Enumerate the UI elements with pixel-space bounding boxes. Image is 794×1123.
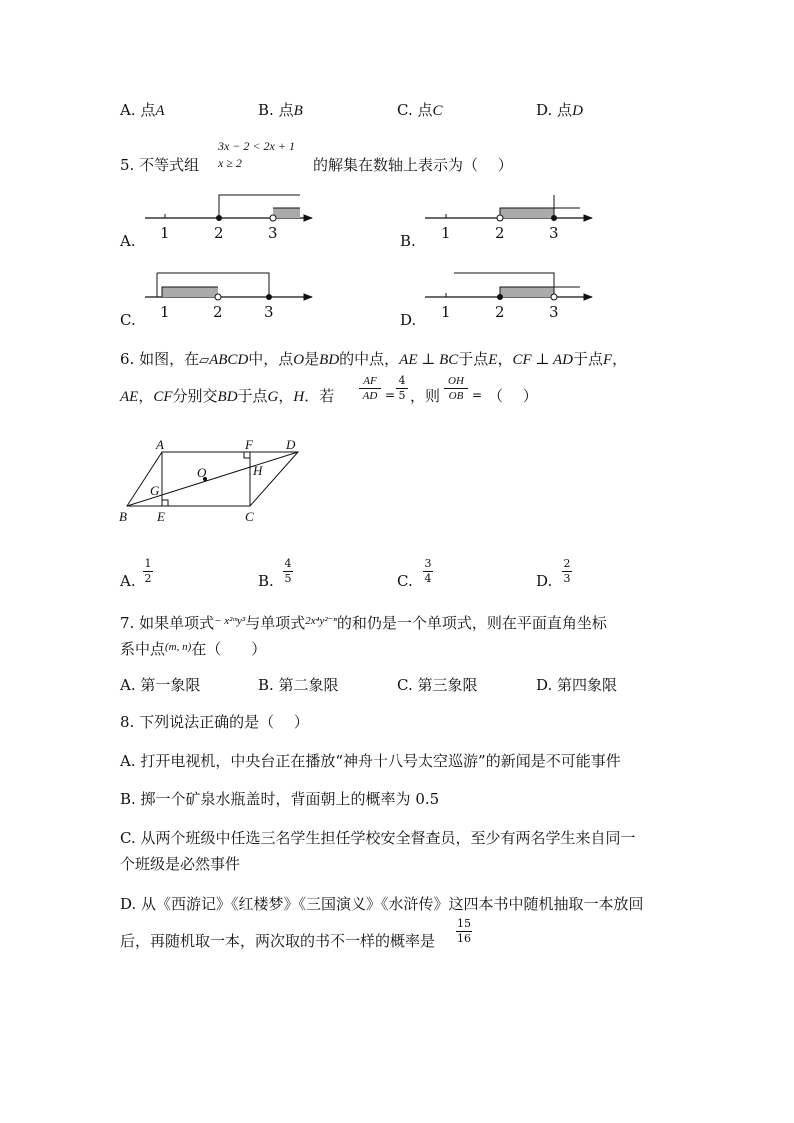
q4-option-a: A. 点A bbox=[120, 101, 165, 119]
q8-option-d-fraction: 15 16 bbox=[457, 917, 471, 945]
fig-label-e: E bbox=[157, 509, 165, 524]
q8-option-d-line-1: D. 从《西游记》《红楼梦》《三国演义》《水浒传》这四本书中随机抽取一本放回 bbox=[120, 895, 644, 913]
q5-system-line-2: x ≥ 2 bbox=[218, 156, 242, 170]
q6-option-c-letter: C. bbox=[397, 572, 413, 590]
q5-option-a-letter: A. bbox=[120, 232, 136, 250]
tick-label-d-1: 1 bbox=[441, 303, 451, 321]
q4-option-b: B. 点B bbox=[258, 101, 303, 119]
q5-option-c-letter: C. bbox=[120, 311, 136, 329]
q8-option-d-line-2: 后，再随机取一本，两次取的书不一样的概率是 bbox=[120, 932, 436, 950]
q6-fraction-af-ad: AF AD bbox=[359, 375, 381, 402]
q7-option-c: C. 第三象限 bbox=[397, 676, 478, 694]
q8-option-b: B. 掷一个矿泉水瓶盖时，背面朝上的概率为 0.5 bbox=[120, 790, 440, 808]
number-line-c bbox=[145, 273, 312, 300]
q6-option-d-fraction: 2 3 bbox=[563, 557, 571, 585]
q6-option-b-letter: B. bbox=[258, 572, 274, 590]
tick-label-c-1: 1 bbox=[160, 303, 170, 321]
q6-option-d-letter: D. bbox=[536, 572, 553, 590]
number-line-d bbox=[425, 273, 592, 300]
q5-system-line-1: 3x − 2 < 2x + 1 bbox=[218, 139, 295, 153]
fig-label-f: F bbox=[245, 437, 253, 452]
q6-option-c-fraction: 3 4 bbox=[424, 557, 432, 585]
q6-fraction-oh-ob: OH OB bbox=[444, 375, 468, 402]
fig-label-c: C bbox=[245, 509, 254, 524]
tick-label-a-1: 1 bbox=[160, 224, 170, 242]
q8-option-c-line-1: C. 从两个班级中任选三名学生担任学校安全督查员，至少有两名学生来自同一 bbox=[120, 829, 636, 847]
tick-label-d-2: 2 bbox=[495, 303, 505, 321]
q6-answer-bracket: （ ） bbox=[488, 387, 538, 405]
fig-label-h: H bbox=[253, 463, 263, 478]
fig-label-g: G bbox=[150, 483, 160, 498]
q8-option-a: A. 打开电视机，中央台正在播放“神舟十八号太空巡游”的新闻是不可能事件 bbox=[120, 752, 621, 770]
q6-option-a-fraction: 1 2 bbox=[144, 557, 152, 585]
q5-stem-before: 5. 不等式组 bbox=[120, 156, 200, 174]
q7-option-a: A. 第一象限 bbox=[120, 676, 201, 694]
tick-label-b-1: 1 bbox=[441, 224, 451, 242]
tick-label-a-3: 3 bbox=[268, 224, 278, 242]
q7-option-d: D. 第四象限 bbox=[536, 676, 618, 694]
q5-option-d-letter: D. bbox=[400, 311, 417, 329]
tick-label-b-3: 3 bbox=[549, 224, 559, 242]
tick-label-a-2: 2 bbox=[214, 224, 224, 242]
tick-label-b-2: 2 bbox=[495, 224, 505, 242]
number-line-a bbox=[145, 195, 312, 221]
q6-option-b-fraction: 4 5 bbox=[284, 557, 292, 585]
tick-label-c-3: 3 bbox=[264, 303, 274, 321]
fig-label-b: B bbox=[119, 509, 127, 524]
number-line-b bbox=[425, 195, 592, 221]
q8-stem: 8. 下列说法正确的是（ ） bbox=[120, 713, 309, 731]
q4-option-c: C. 点C bbox=[397, 101, 443, 119]
q6-equals-2: = bbox=[472, 388, 483, 402]
q6-option-a-letter: A. bbox=[120, 572, 136, 590]
tick-label-c-2: 2 bbox=[213, 303, 223, 321]
fig-label-a: A bbox=[156, 437, 164, 452]
q6-line-1: 6. 如图，在▱ABCD中，点O是BD的中点，AE ⊥ BC于点E，CF ⊥ AD于点F， bbox=[120, 350, 628, 368]
q5-option-b-letter: B. bbox=[400, 232, 416, 250]
q6-fraction-4-5: 4 5 bbox=[396, 375, 408, 402]
q7-line-2: 系中点$^{(m, n)}$在（ ） bbox=[120, 640, 267, 658]
q5-stem-after: 的解集在数轴上表示为（ ） bbox=[313, 156, 513, 174]
q7-line-1: 7. 如果单项式$^{- x^2ᵐy^3}$与单项式$^{2x^4y^{2-n}}$的和仍是一个单项式，则在平面直角坐标 bbox=[120, 614, 607, 632]
q6-line-2-then: ，则 bbox=[410, 387, 441, 405]
q7-option-b: B. 第二象限 bbox=[258, 676, 339, 694]
fig-label-d: D bbox=[286, 437, 296, 452]
fig-label-o: O bbox=[197, 465, 207, 480]
q6-equals-1: = bbox=[385, 388, 396, 402]
q6-line-2: AE，CF分别交BD于点G，H．若 bbox=[120, 387, 335, 405]
q8-option-c-line-2: 个班级是必然事件 bbox=[120, 855, 241, 873]
tick-label-d-3: 3 bbox=[549, 303, 559, 321]
q4-option-d: D. 点D bbox=[536, 101, 583, 119]
